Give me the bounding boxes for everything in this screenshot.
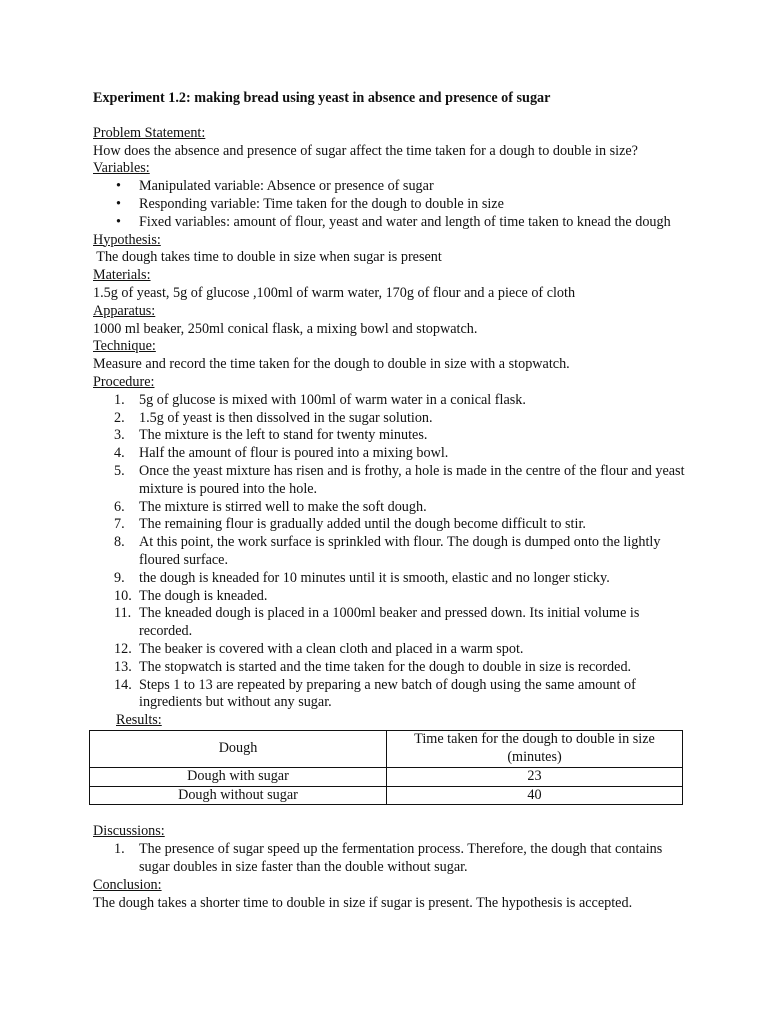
- item-number: 1.: [114, 841, 125, 858]
- list-item: [114, 409, 693, 428]
- document-title: Experiment 1.2: making bread using yeast in absence and presence of sugar: [93, 90, 551, 106]
- step-number: 10.: [114, 587, 132, 604]
- step-number: 5.: [114, 462, 125, 479]
- step-text: The mixture is stirred well to make the soft dough.: [139, 498, 427, 515]
- table-cell: 40: [387, 786, 683, 805]
- results-table: [89, 730, 683, 806]
- step-text: The dough is kneaded.: [139, 587, 268, 604]
- list-item: [114, 676, 693, 713]
- list-item: [114, 587, 693, 606]
- step-number: 12.: [114, 640, 132, 657]
- step-text: Half the amount of flour is poured into a mixing bowl.: [139, 445, 449, 462]
- step-number: 9.: [114, 569, 125, 586]
- list-item: [114, 658, 693, 677]
- step-text: the dough is kneaded for 10 minutes until it is smooth, elastic and no longer sticky.: [139, 569, 610, 586]
- list-item: [114, 391, 693, 410]
- list-item: • Manipulated variable: Absence or presence of sugar: [139, 178, 693, 196]
- step-number: 2.: [114, 409, 125, 426]
- hypothesis-heading: Hypothesis:: [93, 231, 161, 248]
- variables-list: [93, 178, 693, 231]
- materials-text: 1.5g of yeast, 5g of glucose ,100ml of warm water, 170g of flour and a piece of cloth: [93, 284, 576, 301]
- step-number: 11.: [114, 605, 132, 622]
- table-cell: 23: [387, 767, 683, 786]
- step-number: 1.: [114, 391, 125, 408]
- step-text: The beaker is covered with a clean cloth and placed in a warm spot.: [139, 640, 524, 657]
- results-heading: Results:: [116, 712, 162, 729]
- list-item: [114, 841, 693, 877]
- step-text: 1.5g of yeast is then dissolved in the sugar solution.: [139, 409, 433, 426]
- step-number: 4.: [114, 445, 125, 462]
- problem-statement-text: How does the absence and presence of sugar affect the time taken for a dough to double in size?: [93, 142, 638, 159]
- table-header-cell: Dough: [90, 730, 387, 767]
- list-item: • Responding variable: Time taken for the dough to double in size: [139, 196, 693, 214]
- step-text: The remaining flour is gradually added until the dough become difficult to stir.: [139, 516, 586, 533]
- step-text: The mixture is the left to stand for twenty minutes.: [139, 427, 428, 444]
- apparatus-text: 1000 ml beaker, 250ml conical flask, a mixing bowl and stopwatch.: [93, 320, 478, 337]
- list-item: [114, 445, 693, 463]
- document-page: [93, 90, 693, 912]
- list-item: • Fixed variables: amount of flour, yeast and water and length of time taken to knead the dough: [139, 214, 693, 232]
- list-item: [114, 605, 693, 641]
- step-number: 6.: [114, 498, 125, 515]
- list-item: [114, 569, 693, 588]
- conclusion-text: The dough takes a shorter time to double in size if sugar is present. The hypothesis is accepted.: [93, 894, 633, 911]
- step-number: 8.: [114, 534, 125, 551]
- discussions-list: [93, 841, 693, 877]
- discussions-heading: Discussions:: [93, 823, 165, 840]
- table-cell: Dough with sugar: [90, 767, 387, 786]
- table-cell: Dough without sugar: [90, 786, 387, 805]
- materials-heading: Materials:: [93, 267, 151, 284]
- step-text: The kneaded dough is placed in a 1000ml beaker and pressed down. Its initial volume is recorded.: [139, 605, 640, 640]
- apparatus-heading: Apparatus:: [93, 302, 156, 319]
- step-text: Steps 1 to 13 are repeated by preparing a new batch of dough using the same amount of ingredients but without any sugar.: [139, 676, 636, 711]
- step-number: 13.: [114, 658, 132, 675]
- procedure-heading: Procedure:: [93, 373, 155, 390]
- hypothesis-text: The dough takes time to double in size when sugar is present: [93, 249, 442, 266]
- list-item: [114, 516, 693, 534]
- step-text: Once the yeast mixture has risen and is frothy, a hole is made in the centre of the flour and yeast mixture is poured into the hole.: [139, 462, 685, 497]
- step-number: 7.: [114, 516, 125, 533]
- step-text: The stopwatch is started and the time taken for the dough to double in size is recorded.: [139, 658, 632, 675]
- list-item: [114, 498, 693, 517]
- problem-statement-heading: Problem Statement:: [93, 124, 206, 141]
- table-row: [90, 786, 683, 805]
- spacer: [93, 805, 693, 823]
- step-text: At this point, the work surface is sprinkled with flour. The dough is dumped onto the lightly floured surface.: [139, 534, 661, 568]
- procedure-list: [93, 392, 693, 712]
- table-header-row: [90, 730, 683, 767]
- variables-heading: Variables:: [93, 160, 150, 177]
- list-item: [114, 534, 693, 570]
- list-item: [114, 427, 693, 445]
- conclusion-heading: Conclusion:: [93, 876, 162, 893]
- step-number: 3.: [114, 427, 125, 444]
- step-number: 14.: [114, 676, 132, 693]
- step-text: 5g of glucose is mixed with 100ml of warm water in a conical flask.: [139, 391, 526, 408]
- table-row: [90, 767, 683, 786]
- item-text: The presence of sugar speed up the fermentation process. Therefore, the dough that contains sugar doubles in size faster than the double without sugar.: [139, 841, 663, 876]
- list-item: [114, 640, 693, 659]
- technique-heading: Technique:: [93, 338, 156, 355]
- technique-text: Measure and record the time taken for the dough to double in size with a stopwatch.: [93, 356, 570, 373]
- list-item: [114, 462, 693, 499]
- table-header-cell: Time taken for the dough to double in size (minutes): [387, 730, 683, 767]
